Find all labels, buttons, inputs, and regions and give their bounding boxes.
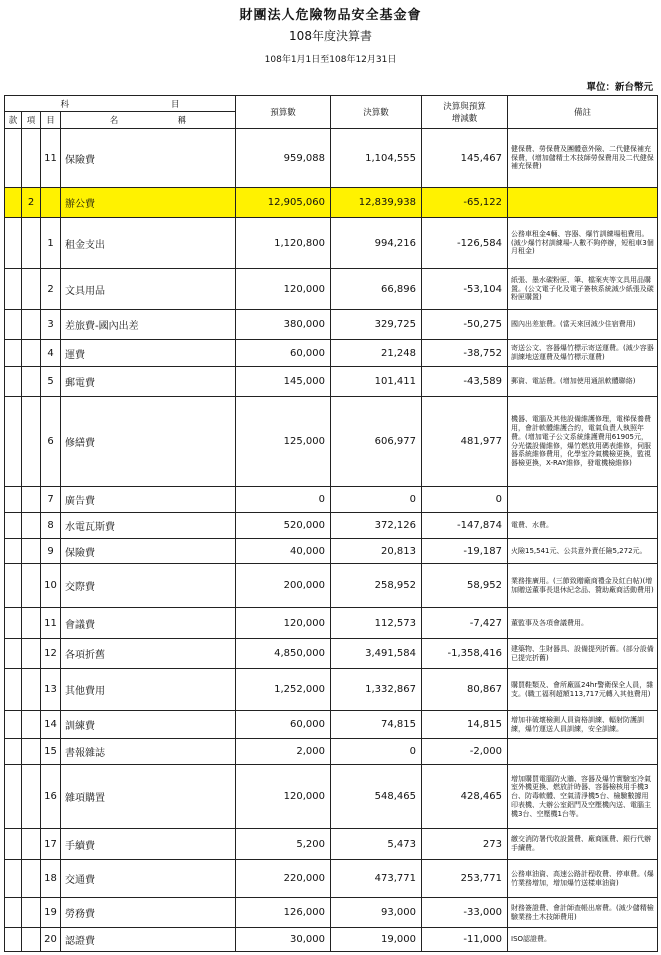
budget-cell: 40,000 [236,539,331,564]
diff-cell: -43,589 [422,367,508,397]
mu-cell: 2 [41,269,61,310]
diff-cell: -126,584 [422,218,508,269]
table-row [5,367,658,397]
xiang-cell [22,739,41,765]
kuan-cell [5,188,22,218]
kuan-cell [5,669,22,711]
actual-cell: 1,332,867 [331,669,422,711]
actual-cell: 21,248 [331,340,422,367]
actual-cell: 372,126 [331,513,422,539]
xiang-cell: 2 [22,188,41,218]
note-cell: 購買鞋類及、會所廠區24hr警衛保全人員，雜支。(職工福利超額113,717元轉入其他費用) [508,669,658,711]
actual-cell: 0 [331,487,422,513]
currency-unit: 單位：新台幣元 [586,82,653,93]
budget-cell: 5,200 [236,829,331,860]
item-name-cell: 保險費 [61,129,236,188]
kuan-cell [5,367,22,397]
kuan-cell [5,765,22,829]
xiang-cell [22,860,41,898]
xiang-cell [22,765,41,829]
xiang-cell [22,928,41,952]
diff-cell: 481,977 [422,397,508,487]
table-row [5,539,658,564]
table-row [5,487,658,513]
kuan-cell [5,898,22,928]
xiang-cell [22,669,41,711]
actual-cell: 473,771 [331,860,422,898]
budget-cell: 60,000 [236,340,331,367]
note-cell: 董監事及各項會議費用。 [508,608,658,639]
budget-cell: 30,000 [236,928,331,952]
kuan-cell [5,269,22,310]
item-name-cell: 租金支出 [61,218,236,269]
item-name-cell: 書報雜誌 [61,739,236,765]
xiang-cell [22,310,41,340]
xiang-cell [22,487,41,513]
table-row [5,860,658,898]
kuan-cell [5,397,22,487]
xiang-cell [22,269,41,310]
budget-cell: 12,905,060 [236,188,331,218]
table-row [5,739,658,765]
kuan-cell [5,860,22,898]
note-cell [508,188,658,218]
xiang-cell [22,639,41,669]
mu-cell [41,188,61,218]
mu-cell: 8 [41,513,61,539]
budget-cell: 520,000 [236,513,331,539]
actual-cell: 74,815 [331,711,422,739]
actual-cell: 1,104,555 [331,129,422,188]
note-cell: 建築物、生財器具、設備提列折舊。(部分設備已提完折舊) [508,639,658,669]
xiang-cell [22,539,41,564]
budget-cell: 126,000 [236,898,331,928]
mu-cell: 15 [41,739,61,765]
kuan-cell [5,564,22,608]
diff-cell: -1,358,416 [422,639,508,669]
diff-cell: -50,275 [422,310,508,340]
note-cell: 機器、電腦及其他設備維護修理，電梯保養費用，會計軟體維護合約，電氣負責人執照年費。(增加電子公文系統維護費用61905元，分光儀設備維修，爆竹燃放用碼表維修，伺服器系統維修費用，化學室冷氣機檢更換，監視器檢更換，X-RAY維修，發電機檢維修) [508,397,658,487]
budget-cell: 1,120,800 [236,218,331,269]
note-cell: 健保費、勞保費及團體意外險、二代健保補充保費，(增加儲精土木技師勞保費用及二代健保補充保費) [508,129,658,188]
header-note: 備註 [508,96,658,129]
table-row [5,269,658,310]
note-cell: 火險15,541元、公共意外責任險5,272元。 [508,539,658,564]
kuan-cell [5,711,22,739]
diff-cell: -65,122 [422,188,508,218]
actual-cell: 12,839,938 [331,188,422,218]
actual-cell: 112,573 [331,608,422,639]
kuan-cell [5,928,22,952]
note-cell [508,739,658,765]
note-cell: 公務車油資、高速公路計程收費、停車費。(爆竹業務增加，增加爆竹送樣車油資) [508,860,658,898]
note-cell: 國內出差旅費。(當天來回減少住宿費用) [508,310,658,340]
xiang-cell [22,829,41,860]
xiang-cell [22,608,41,639]
budget-cell: 1,252,000 [236,669,331,711]
item-name-cell: 訓練費 [61,711,236,739]
mu-cell: 14 [41,711,61,739]
budget-cell: 4,850,000 [236,639,331,669]
mu-cell: 17 [41,829,61,860]
kuan-cell [5,608,22,639]
diff-cell: 428,465 [422,765,508,829]
item-name-cell: 雜項購置 [61,765,236,829]
note-cell: 公務車租金4輛、容器、爆竹訓練場租費用。(減少爆竹材訓練場-人數不夠停辦，短租車3個月租金) [508,218,658,269]
item-name-cell: 運費 [61,340,236,367]
item-name-cell: 交通費 [61,860,236,898]
item-name-cell: 郵電費 [61,367,236,397]
actual-cell: 548,465 [331,765,422,829]
mu-cell: 12 [41,639,61,669]
mu-cell: 4 [41,340,61,367]
actual-cell: 93,000 [331,898,422,928]
mu-cell: 19 [41,898,61,928]
item-name-cell: 勞務費 [61,898,236,928]
budget-cell: 145,000 [236,367,331,397]
xiang-cell [22,129,41,188]
note-cell: 業務推廣用。(三節致贈廠商禮金及紅白帖)(增加贈送董事長退休紀念品、贊助廠商活動費用) [508,564,658,608]
xiang-cell [22,564,41,608]
table-row [5,218,658,269]
kuan-cell [5,340,22,367]
kuan-cell [5,639,22,669]
diff-cell: 145,467 [422,129,508,188]
table-row [5,188,658,218]
mu-cell: 11 [41,129,61,188]
table-row [5,898,658,928]
kuan-cell [5,539,22,564]
mu-cell: 11 [41,608,61,639]
budget-cell: 380,000 [236,310,331,340]
xiang-cell [22,367,41,397]
budget-cell: 200,000 [236,564,331,608]
document-period: 108年1月1日至108年12月31日 [264,55,397,65]
header-diff: 決算與預算 增減數 [422,96,508,129]
diff-cell: 0 [422,487,508,513]
diff-cell: -53,104 [422,269,508,310]
kuan-cell [5,218,22,269]
table-row [5,639,658,669]
diff-cell: -147,874 [422,513,508,539]
actual-cell: 101,411 [331,367,422,397]
diff-cell: -38,752 [422,340,508,367]
table-row [5,397,658,487]
mu-cell: 9 [41,539,61,564]
kuan-cell [5,739,22,765]
kuan-cell [5,310,22,340]
table-row [5,829,658,860]
budget-cell: 125,000 [236,397,331,487]
xiang-cell [22,898,41,928]
diff-cell: 58,952 [422,564,508,608]
header-kuan: 款 [5,112,22,129]
item-name-cell: 修繕費 [61,397,236,487]
actual-cell: 3,491,584 [331,639,422,669]
actual-cell: 329,725 [331,310,422,340]
actual-cell: 20,813 [331,539,422,564]
budget-cell: 120,000 [236,608,331,639]
budget-cell: 959,088 [236,129,331,188]
item-name-cell: 差旅費-國內出差 [61,310,236,340]
header-ke-mu: 科 目 [5,96,236,112]
note-cell: 紙張、墨水碳粉匣、筆、檔案夾等文具用品購置。(公文電子化及電子簽核系統減少紙張及碳粉匣購置) [508,269,658,310]
item-name-cell: 交際費 [61,564,236,608]
diff-cell: -19,187 [422,539,508,564]
table-row [5,340,658,367]
header-name: 名 稱 [61,112,236,129]
table-row [5,513,658,539]
diff-cell: 273 [422,829,508,860]
note-cell: 增加購買電腦防火牆、容器及爆竹實驗室冷氣室外機更換、燃放計時器、容器檢核用手機3台、防毒軟體、空氣清淨機5台、檢驗數據用印表機、大辦公室鋁門及空壓機內送、電腦主機3台、空壓機1台等。 [508,765,658,829]
table-row [5,711,658,739]
item-name-cell: 會議費 [61,608,236,639]
mu-cell: 5 [41,367,61,397]
item-name-cell: 保險費 [61,539,236,564]
table-row [5,928,658,952]
diff-cell: 253,771 [422,860,508,898]
xiang-cell [22,397,41,487]
mu-cell: 1 [41,218,61,269]
xiang-cell [22,711,41,739]
diff-cell: -2,000 [422,739,508,765]
item-name-cell: 文具用品 [61,269,236,310]
xiang-cell [22,513,41,539]
note-cell [508,487,658,513]
item-name-cell: 其他費用 [61,669,236,711]
xiang-cell [22,218,41,269]
item-name-cell: 認證費 [61,928,236,952]
diff-cell: 14,815 [422,711,508,739]
document-subtitle: 108年度決算書 [289,29,372,43]
diff-cell: -11,000 [422,928,508,952]
xiang-cell [22,340,41,367]
actual-cell: 606,977 [331,397,422,487]
budget-cell: 120,000 [236,269,331,310]
note-cell: ISO認證費。 [508,928,658,952]
table-row [5,310,658,340]
header-xiang: 項 [22,112,41,129]
header-actual: 決算數 [331,96,422,129]
actual-cell: 0 [331,739,422,765]
budget-cell: 0 [236,487,331,513]
item-name-cell: 水電瓦斯費 [61,513,236,539]
mu-cell: 16 [41,765,61,829]
header-mu: 目 [41,112,61,129]
mu-cell: 18 [41,860,61,898]
kuan-cell [5,487,22,513]
diff-cell: 80,867 [422,669,508,711]
note-cell: 寄送公文、容器爆竹標示寄送運費。(減少容器訓練地送運費及爆竹標示運費) [508,340,658,367]
item-name-cell: 辦公費 [61,188,236,218]
actual-cell: 19,000 [331,928,422,952]
table-row [5,129,658,188]
kuan-cell [5,513,22,539]
note-cell: 繳交消防署代收設置費、廠商匯費、銀行代辦手續費。 [508,829,658,860]
note-cell: 電費、水費。 [508,513,658,539]
table-row [5,608,658,639]
diff-cell: -7,427 [422,608,508,639]
mu-cell: 20 [41,928,61,952]
table-row [5,669,658,711]
actual-cell: 66,896 [331,269,422,310]
actual-cell: 994,216 [331,218,422,269]
item-name-cell: 廣告費 [61,487,236,513]
actual-cell: 5,473 [331,829,422,860]
note-cell: 財務簽證費、會計師查帳出席費。(減少儲精檢驗業務土木技師費用) [508,898,658,928]
mu-cell: 6 [41,397,61,487]
budget-cell: 220,000 [236,860,331,898]
mu-cell: 3 [41,310,61,340]
diff-cell: -33,000 [422,898,508,928]
budget-cell: 120,000 [236,765,331,829]
mu-cell: 13 [41,669,61,711]
kuan-cell [5,829,22,860]
table-row [5,564,658,608]
header-budget: 預算數 [236,96,331,129]
budget-table [4,95,658,952]
actual-cell: 258,952 [331,564,422,608]
budget-cell: 60,000 [236,711,331,739]
note-cell: 增加非破壞檢測人員資格訓練、輻射防護訓練，爆竹運送人員訓練，安全訓練。 [508,711,658,739]
budget-cell: 2,000 [236,739,331,765]
table-row [5,765,658,829]
item-name-cell: 各項折舊 [61,639,236,669]
note-cell: 郵資、電話費。(增加使用通訊軟體聯絡) [508,367,658,397]
mu-cell: 7 [41,487,61,513]
mu-cell: 10 [41,564,61,608]
document-title: 財團法人危險物品安全基金會 [239,8,422,23]
kuan-cell [5,129,22,188]
item-name-cell: 手續費 [61,829,236,860]
